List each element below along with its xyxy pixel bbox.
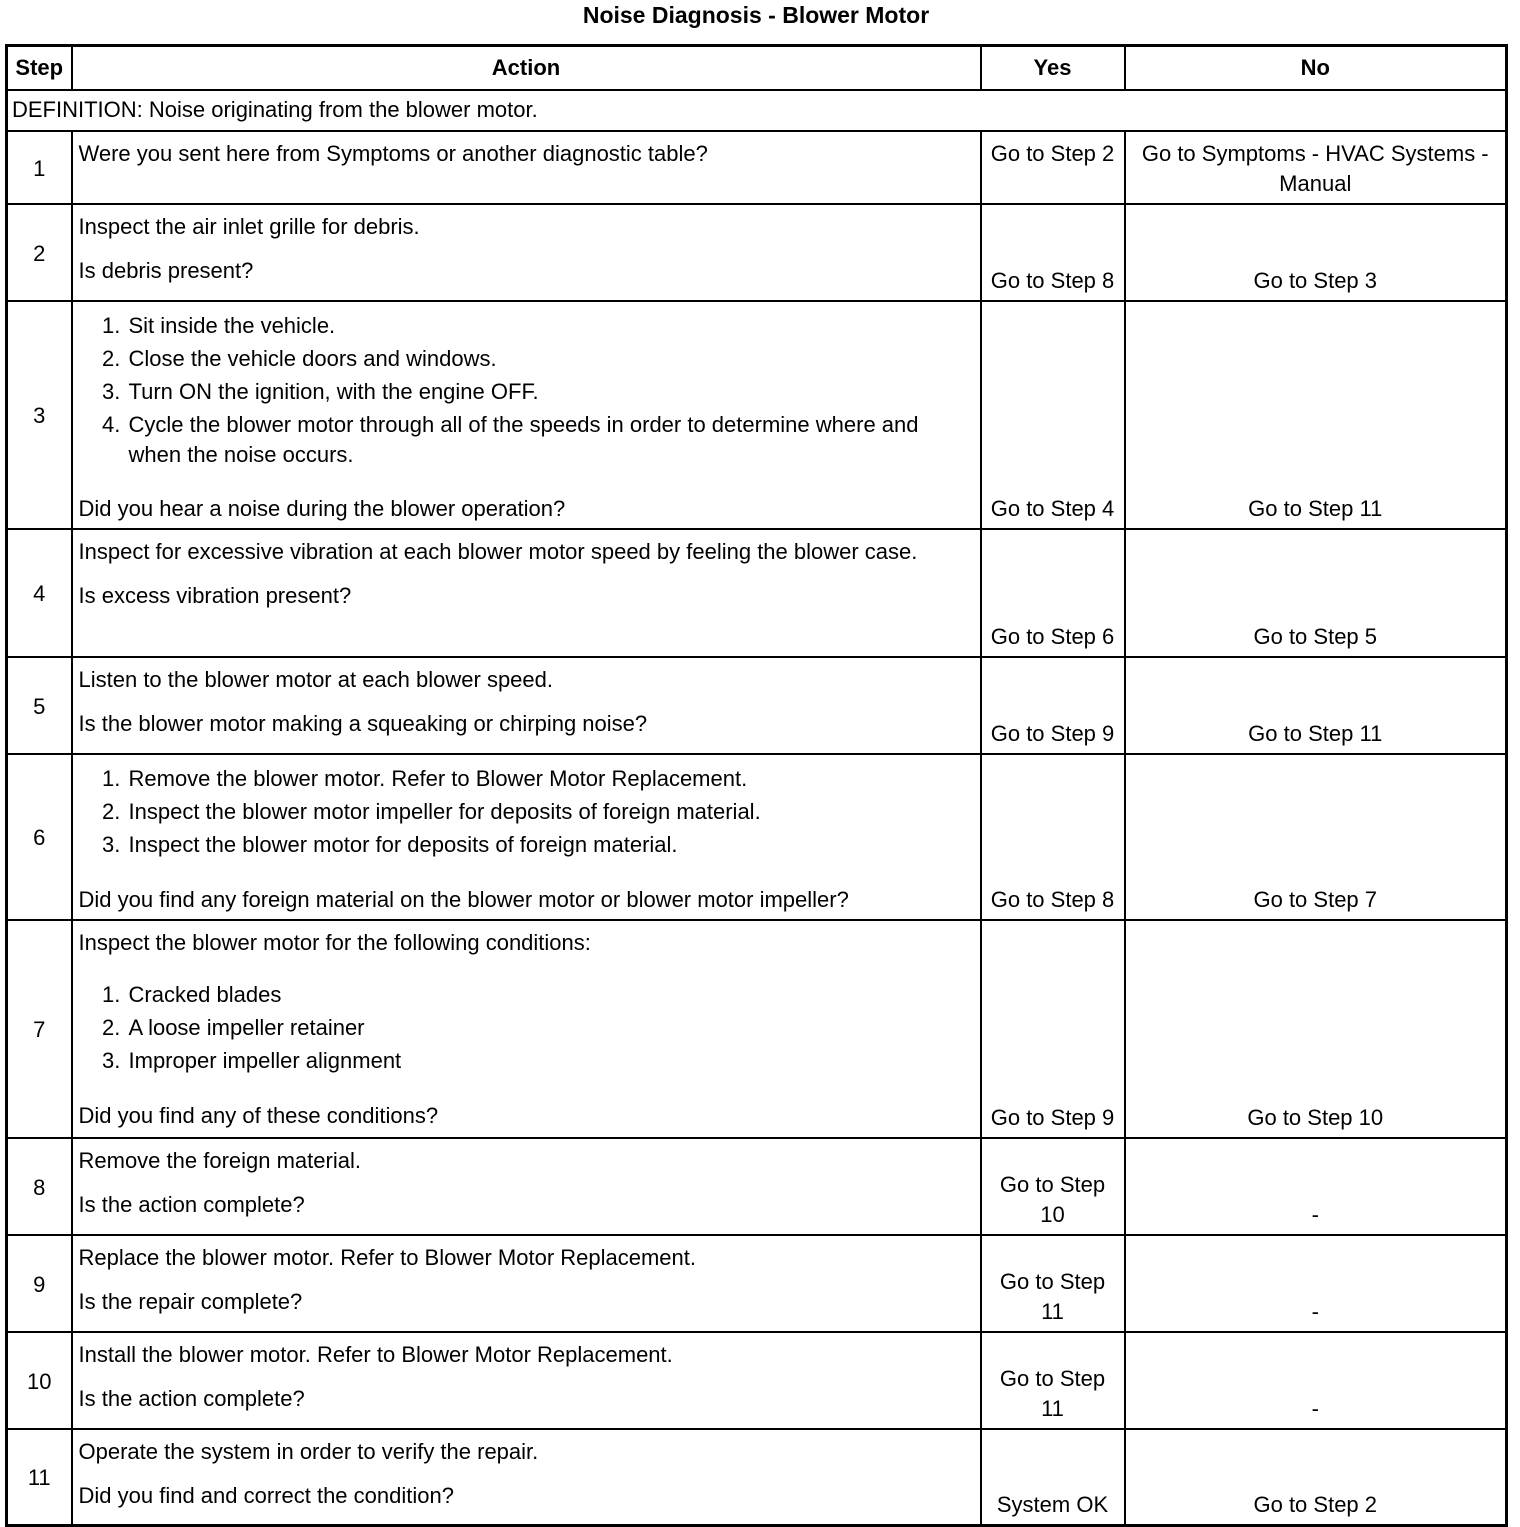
table-row <box>7 1429 1507 1526</box>
table-row <box>7 529 1507 657</box>
step-number: 5 <box>7 657 72 754</box>
yes-cell: Go to Step 11 <box>981 1235 1125 1332</box>
step-number: 9 <box>7 1235 72 1332</box>
step-number: 3 <box>7 301 72 529</box>
step-number: 11 <box>7 1429 72 1526</box>
no-cell: Go to Step 11 <box>1125 301 1507 529</box>
diagnostic-table <box>5 44 1508 1527</box>
action-text: Inspect the blower motor for the following conditions: <box>78 929 591 955</box>
no-cell: Go to Step 7 <box>1125 754 1507 920</box>
action-list <box>79 978 974 1077</box>
list-item: 2. Inspect the blower motor impeller for deposits of foreign material. <box>127 795 974 828</box>
action-question: Did you hear a noise during the blower operation? <box>78 495 566 521</box>
definition-text: DEFINITION: Noise originating from the blower motor. <box>7 90 1507 131</box>
action-question: Is the action complete? <box>78 1385 305 1411</box>
table-row <box>7 1332 1507 1429</box>
action-cell <box>72 1332 981 1429</box>
table-row <box>7 204 1507 301</box>
no-cell: - <box>1125 1138 1507 1235</box>
list-item: 2. A loose impeller retainer <box>127 1011 974 1044</box>
action-question: Did you find any of these conditions? <box>78 1102 439 1128</box>
list-item: 2. Close the vehicle doors and windows. <box>127 342 974 375</box>
action-cell <box>72 1235 981 1332</box>
no-cell: Go to Step 10 <box>1125 920 1507 1138</box>
yes-cell: Go to Step 9 <box>981 657 1125 754</box>
header-action: Action <box>72 46 981 90</box>
list-item: 1. Sit inside the vehicle. <box>127 309 974 342</box>
header-row <box>7 46 1507 90</box>
list-item: 3. Turn ON the ignition, with the engine OFF. <box>127 375 974 408</box>
action-cell <box>72 204 981 301</box>
action-text: Operate the system in order to verify the repair. <box>78 1438 539 1464</box>
list-item: 4. Cycle the blower motor through all of the speeds in order to determine where and when the noise occurs. <box>127 408 974 470</box>
yes-cell: Go to Step 8 <box>981 754 1125 920</box>
yes-cell: Go to Step 4 <box>981 301 1125 529</box>
action-text: Install the blower motor. Refer to Blower Motor Replacement. <box>78 1341 673 1367</box>
table-row <box>7 754 1507 920</box>
action-text: Listen to the blower motor at each blower speed. <box>78 666 553 692</box>
action-question: Did you find any foreign material on the blower motor or blower motor impeller? <box>78 886 849 912</box>
yes-cell: Go to Step 6 <box>981 529 1125 657</box>
no-cell: Go to Step 2 <box>1125 1429 1507 1526</box>
no-cell: Go to Step 5 <box>1125 529 1507 657</box>
list-item: 1. Cracked blades <box>127 978 974 1011</box>
yes-cell: Go to Step 10 <box>981 1138 1125 1235</box>
yes-cell: Go to Step 2 <box>981 131 1125 204</box>
list-item: 1. Remove the blower motor. Refer to Blower Motor Replacement. <box>127 762 974 795</box>
action-question: Is the blower motor making a squeaking or chirping noise? <box>78 710 648 736</box>
step-number: 7 <box>7 920 72 1138</box>
step-number: 4 <box>7 529 72 657</box>
action-text: Inspect for excessive vibration at each blower motor speed by feeling the blower case. <box>78 538 918 564</box>
step-number: 10 <box>7 1332 72 1429</box>
no-cell: Go to Symptoms - HVAC Systems - Manual <box>1125 131 1507 204</box>
action-list <box>79 762 974 861</box>
action-text: Inspect the air inlet grille for debris. <box>78 213 420 239</box>
action-question: Is the action complete? <box>78 1191 305 1217</box>
step-number: 6 <box>7 754 72 920</box>
table-row <box>7 1235 1507 1332</box>
action-question: Is the repair complete? <box>78 1288 303 1314</box>
action-cell <box>72 131 981 204</box>
list-item: 3. Improper impeller alignment <box>127 1044 974 1077</box>
definition-row <box>7 90 1507 131</box>
action-cell <box>72 1429 981 1526</box>
header-step: Step <box>7 46 72 90</box>
table-row <box>7 131 1507 204</box>
action-cell <box>72 529 981 657</box>
table-row <box>7 301 1507 529</box>
step-number: 1 <box>7 131 72 204</box>
list-item: 3. Inspect the blower motor for deposits of foreign material. <box>127 828 974 861</box>
page-title: Noise Diagnosis - Blower Motor <box>582 2 930 28</box>
table-row <box>7 657 1507 754</box>
table-row <box>7 1138 1507 1235</box>
action-cell <box>72 1138 981 1235</box>
step-number: 2 <box>7 204 72 301</box>
action-cell <box>72 301 981 529</box>
yes-cell: System OK <box>981 1429 1125 1526</box>
action-text: Replace the blower motor. Refer to Blower Motor Replacement. <box>78 1244 697 1270</box>
no-cell: Go to Step 11 <box>1125 657 1507 754</box>
action-text: Remove the foreign material. <box>78 1147 361 1173</box>
header-no: No <box>1125 46 1507 90</box>
no-cell: - <box>1125 1332 1507 1429</box>
action-question: Did you find and correct the condition? <box>78 1482 454 1508</box>
step-number: 8 <box>7 1138 72 1235</box>
action-cell <box>72 657 981 754</box>
action-question: Is excess vibration present? <box>78 582 352 608</box>
action-question: Is debris present? <box>78 257 254 283</box>
header-yes: Yes <box>981 46 1125 90</box>
action-list <box>79 309 974 470</box>
yes-cell: Go to Step 11 <box>981 1332 1125 1429</box>
action-text: Were you sent here from Symptoms or another diagnostic table? <box>78 140 708 166</box>
no-cell: - <box>1125 1235 1507 1332</box>
action-cell <box>72 754 981 920</box>
no-cell: Go to Step 3 <box>1125 204 1507 301</box>
action-cell <box>72 920 981 1138</box>
yes-cell: Go to Step 8 <box>981 204 1125 301</box>
table-row <box>7 920 1507 1138</box>
yes-cell: Go to Step 9 <box>981 920 1125 1138</box>
